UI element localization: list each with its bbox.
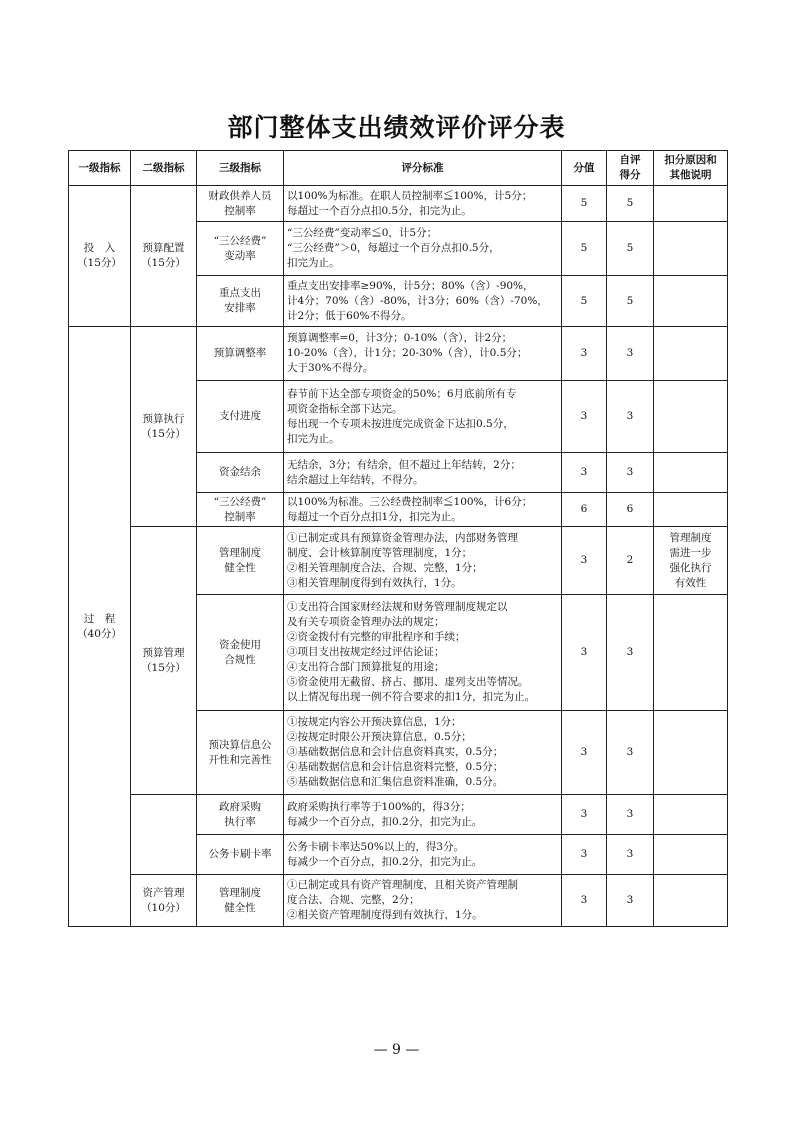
reason-cell xyxy=(654,795,728,835)
self-score-cell: 3 xyxy=(607,711,654,795)
subgroup-budget-config: 预算配置 （15分） xyxy=(131,186,197,327)
table-row xyxy=(69,327,728,381)
header-reason: 扣分原因和 其他说明 xyxy=(654,151,728,186)
group-process: 过 程 （40分） xyxy=(69,327,131,927)
subgroup-budget-mgmt: 预算管理 （15分） xyxy=(131,527,197,795)
score-cell: 6 xyxy=(562,493,607,527)
score-cell: 3 xyxy=(562,875,607,927)
reason-cell xyxy=(654,875,728,927)
score-cell: 3 xyxy=(562,327,607,381)
criteria-cell: ①支出符合国家财经法规和财务管理制度规定以 及有关专项资金管理办法的规定； ②资金拨付有完整的审批程序和手续； ③项目支出按规定经过评估论证； ④支出符合部门预算批复的用途； ⑤资金使用无截留、挤占、挪用、虚列支出等情况。 以上情况每出现一例不符合要求的扣1分，扣完为止。 xyxy=(284,595,562,711)
self-score-cell: 3 xyxy=(607,453,654,493)
indicator-cell: “三公经费” 控制率 xyxy=(197,493,284,527)
header-criteria: 评分标准 xyxy=(284,151,562,186)
indicator-cell: 重点支出 安排率 xyxy=(197,276,284,327)
indicator-cell: 资金结余 xyxy=(197,453,284,493)
indicator-cell: “三公经费” 变动率 xyxy=(197,222,284,276)
score-cell: 3 xyxy=(562,453,607,493)
reason-cell xyxy=(654,453,728,493)
criteria-cell: 以100%为标准。三公经费控制率≦100%，计6分； 每超过一个百分点扣1分，扣完为止。 xyxy=(284,493,562,527)
indicator-cell: 资金使用 合规性 xyxy=(197,595,284,711)
table-row xyxy=(69,527,728,595)
criteria-cell: “三公经费”变动率≦0，计5分； “三公经费”＞0，每超过一个百分点扣0.5分， 扣完为止。 xyxy=(284,222,562,276)
reason-cell xyxy=(654,327,728,381)
indicator-cell: 支付进度 xyxy=(197,381,284,453)
self-score-cell: 3 xyxy=(607,875,654,927)
indicator-cell: 政府采购 执行率 xyxy=(197,795,284,835)
header-level2: 二级指标 xyxy=(131,151,197,186)
self-score-cell: 3 xyxy=(607,381,654,453)
subgroup-asset-mgmt: 资产管理 （10分） xyxy=(131,875,197,927)
table-row xyxy=(69,875,728,927)
reason-cell xyxy=(654,276,728,327)
criteria-cell: 政府采购执行率等于100%的，得3分； 每减少一个百分点，扣0.2分，扣完为止。 xyxy=(284,795,562,835)
score-cell: 5 xyxy=(562,186,607,222)
criteria-cell: 以100%为标准。在职人员控制率≦100%，计5分； 每超过一个百分点扣0.5分，扣完为止。 xyxy=(284,186,562,222)
score-cell: 3 xyxy=(562,381,607,453)
indicator-cell: 管理制度 健全性 xyxy=(197,527,284,595)
criteria-cell: 预算调整率=0，计3分；0-10%（含），计2分； 10-20%（含），计1分；20-30%（含），计0.5分； 大于30%不得分。 xyxy=(284,327,562,381)
self-score-cell: 3 xyxy=(607,327,654,381)
table-row xyxy=(69,186,728,222)
subgroup-budget-exec: 预算执行 （15分） xyxy=(131,327,197,527)
criteria-cell: 重点支出安排率≥90%，计5分；80%（含）-90%， 计4分；70%（含）-80%，计3分；60%（含）-70%， 计2分；低于60%不得分。 xyxy=(284,276,562,327)
self-score-cell: 3 xyxy=(607,795,654,835)
table-header-row xyxy=(69,151,728,186)
reason-cell xyxy=(654,835,728,875)
self-score-cell: 5 xyxy=(607,186,654,222)
self-score-cell: 2 xyxy=(607,527,654,595)
indicator-cell: 财政供养人员 控制率 xyxy=(197,186,284,222)
reason-cell xyxy=(654,222,728,276)
subgroup-empty xyxy=(131,795,197,875)
score-cell: 3 xyxy=(562,595,607,711)
reason-cell: 管理制度 需进一步 强化执行 有效性 xyxy=(654,527,728,595)
self-score-cell: 3 xyxy=(607,835,654,875)
score-cell: 5 xyxy=(562,276,607,327)
reason-cell xyxy=(654,381,728,453)
self-score-cell: 5 xyxy=(607,276,654,327)
criteria-cell: ①已制定或具有资产管理制度，且相关资产管理制 度合法、合规、完整，2分； ②相关资产管理制度得到有效执行，1分。 xyxy=(284,875,562,927)
criteria-cell: 无结余，3分；有结余，但不超过上年结转，2分； 结余超过上年结转，不得分。 xyxy=(284,453,562,493)
score-cell: 3 xyxy=(562,835,607,875)
reason-cell xyxy=(654,186,728,222)
reason-cell xyxy=(654,711,728,795)
header-score: 分值 xyxy=(562,151,607,186)
criteria-cell: 春节前下达全部专项资金的50%；6月底前所有专 项资金指标全部下达完。 每出现一个专项未按进度完成资金下达扣0.5分， 扣完为止。 xyxy=(284,381,562,453)
header-level3: 三级指标 xyxy=(197,151,284,186)
indicator-cell: 预决算信息公 开性和完善性 xyxy=(197,711,284,795)
indicator-cell: 公务卡刷卡率 xyxy=(197,835,284,875)
score-cell: 3 xyxy=(562,711,607,795)
criteria-cell: ①已制定或具有预算资金管理办法，内部财务管理 制度、会计核算制度等管理制度，1分； ②相关管理制度合法、合规、完整，1分； ③相关管理制度得到有效执行，1分。 xyxy=(284,527,562,595)
header-self-score: 自评 得分 xyxy=(607,151,654,186)
header-level1: 一级指标 xyxy=(69,151,131,186)
self-score-cell: 3 xyxy=(607,595,654,711)
indicator-cell: 管理制度 健全性 xyxy=(197,875,284,927)
reason-cell xyxy=(654,595,728,711)
self-score-cell: 5 xyxy=(607,222,654,276)
indicator-cell: 预算调整率 xyxy=(197,327,284,381)
reason-cell xyxy=(654,493,728,527)
self-score-cell: 6 xyxy=(607,493,654,527)
table-row xyxy=(69,795,728,835)
score-cell: 5 xyxy=(562,222,607,276)
page-number: — 9 — xyxy=(373,1042,420,1058)
criteria-cell: ①按规定内容公开预决算信息，1分； ②按规定时限公开预决算信息，0.5分； ③基础数据信息和会计信息资料真实，0.5分； ④基础数据信息和会计信息资料完整，0.5分； ⑤基础数据信息和汇集信息资料准确，0.5分。 xyxy=(284,711,562,795)
score-table xyxy=(68,150,728,927)
score-cell: 3 xyxy=(562,527,607,595)
group-input: 投 入 （15分） xyxy=(69,186,131,327)
page-title: 部门整体支出绩效评价评分表 xyxy=(227,113,566,142)
criteria-cell: 公务卡刷卡率达50%以上的，得3分。 每减少一个百分点，扣0.2分，扣完为止。 xyxy=(284,835,562,875)
score-cell: 3 xyxy=(562,795,607,835)
